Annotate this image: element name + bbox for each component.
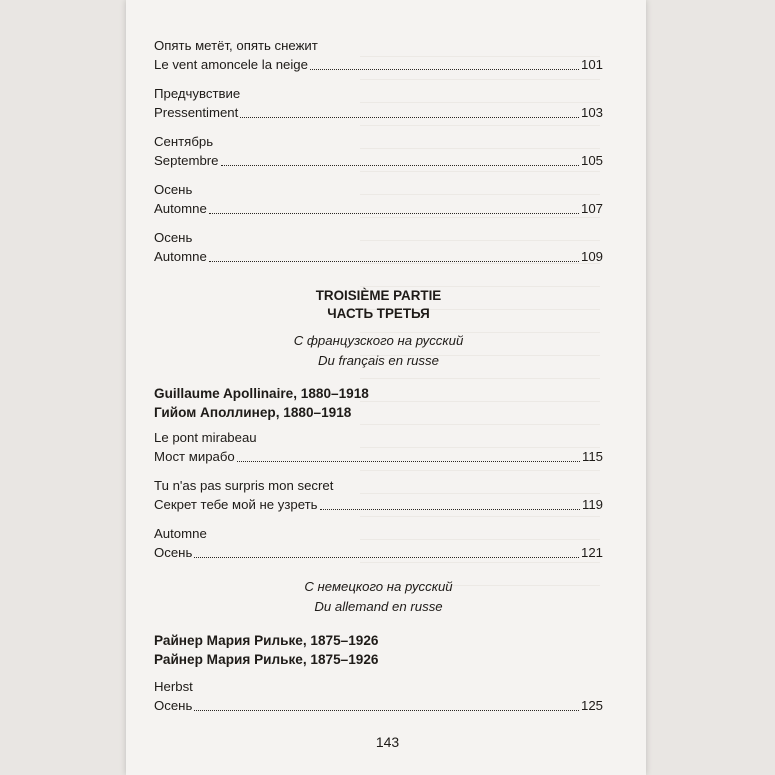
section-heading-fr-text: Du allemand en russe	[314, 599, 443, 614]
entry-title-ru: Осень	[154, 182, 193, 197]
entry-title-fr: Septembre	[154, 153, 219, 168]
entry-leader	[154, 151, 603, 170]
entry-title-ru: Осень	[154, 230, 193, 245]
section-heading-de	[154, 577, 603, 617]
page-number: 101	[580, 57, 603, 72]
entry-leader	[154, 247, 603, 266]
dot-leader	[194, 557, 579, 558]
entry-title-fr: Le vent amoncele la neige	[154, 57, 308, 72]
dot-leader	[221, 165, 579, 166]
entry-leader	[154, 696, 603, 715]
entry-title-original: Herbst	[154, 679, 193, 694]
section-heading-fr-text: Du français en russe	[318, 353, 439, 368]
entry-leader	[154, 495, 603, 514]
toc-entry	[154, 476, 603, 514]
entry-leader	[154, 543, 603, 562]
toc-entry	[154, 180, 603, 218]
toc-top-block	[154, 36, 603, 266]
dot-leader	[310, 69, 579, 70]
entry-title-original: Automne	[154, 526, 207, 541]
toc-entry	[154, 84, 603, 122]
dot-leader	[240, 117, 579, 118]
entry-leader	[154, 103, 603, 122]
page-number: 115	[581, 449, 603, 464]
entry-leader	[154, 447, 603, 466]
author-block-rilke	[154, 631, 603, 715]
author-name-fr: Guillaume Apollinaire, 1880–1918	[154, 386, 369, 401]
dot-leader	[209, 261, 579, 262]
part-heading	[154, 287, 603, 323]
page-folio: 143	[375, 734, 400, 750]
entry-title-fr: Pressentiment	[154, 105, 239, 120]
section-heading-fr	[154, 331, 603, 371]
author-name-ru: Гийом Аполлинер, 1880–1918	[154, 405, 352, 420]
toc-entry	[154, 228, 603, 266]
toc-entry	[154, 36, 603, 74]
page-number: 107	[580, 201, 603, 216]
page-number: 109	[580, 249, 603, 264]
page-number: 125	[580, 698, 603, 713]
page-number: 103	[580, 105, 603, 120]
author-name-1: Райнер Мария Рильке, 1875–1926	[154, 633, 379, 648]
author-name-2: Райнер Мария Рильке, 1875–1926	[154, 652, 379, 667]
entry-title-translation: Осень	[154, 545, 193, 560]
entry-title-translation: Секрет тебе мой не узреть	[154, 497, 318, 512]
entry-title-original: Le pont mirabeau	[154, 430, 257, 445]
entry-title-ru: Предчувствие	[154, 86, 241, 101]
toc-entry	[154, 428, 603, 466]
entry-leader	[154, 55, 603, 74]
section-heading-ru-text: С французского на русский	[293, 333, 464, 348]
dot-leader	[194, 710, 579, 711]
entry-title-ru: Сентябрь	[154, 134, 214, 149]
author-block-apollinaire	[154, 384, 603, 562]
entry-leader	[154, 199, 603, 218]
dot-leader	[209, 213, 579, 214]
page-number: 105	[580, 153, 603, 168]
dot-leader	[320, 509, 580, 510]
section-heading-ru-text: С немецкого на русский	[304, 579, 453, 594]
entry-title-translation: Осень	[154, 698, 193, 713]
part-title-fr: TROISIÈME PARTIE	[315, 288, 442, 303]
toc-entry	[154, 524, 603, 562]
part-title-ru: ЧАСТЬ ТРЕТЬЯ	[327, 306, 430, 321]
page-number: 121	[580, 545, 603, 560]
entry-title-fr: Automne	[154, 201, 207, 216]
dot-leader	[237, 461, 580, 462]
entry-title-original: Tu n'as pas surpris mon secret	[154, 478, 334, 493]
entry-title-ru: Опять метёт, опять снежит	[154, 38, 318, 53]
toc-entry	[154, 132, 603, 170]
entry-title-fr: Automne	[154, 249, 207, 264]
page-number: 119	[581, 497, 603, 512]
toc-entry	[154, 677, 603, 715]
entry-title-translation: Мост мирабо	[154, 449, 235, 464]
